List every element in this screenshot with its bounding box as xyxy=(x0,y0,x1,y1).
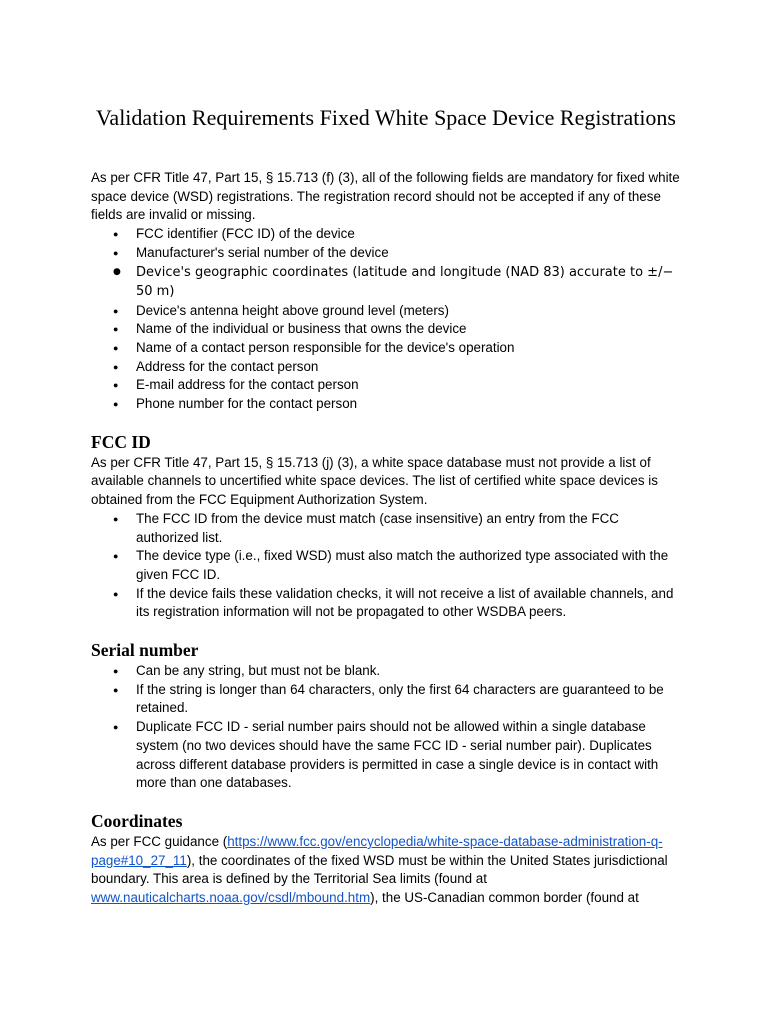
list-item: ● Phone number for the contact person xyxy=(91,395,681,414)
noaa-boundary-link[interactable]: www.nauticalcharts.noaa.gov/csdl/mbound.htm xyxy=(91,890,371,906)
coordinates-text-2: ), the coordinates of the fixed WSD must be within the United States jurisdictional boundary. This area is defined by the Territorial Sea limits (found at xyxy=(91,852,668,887)
coordinates-text-3: ), the US-Canadian common border (found at xyxy=(370,890,639,906)
coordinates-text-1: As per FCC guidance ( xyxy=(91,833,228,849)
fcc-id-list xyxy=(91,510,681,622)
required-fields-list xyxy=(91,225,681,414)
list-item: ● Can be any string, but must not be blank. xyxy=(91,662,681,681)
intro-paragraph: As per CFR Title 47, Part 15, § 15.713 (f) (3), all of the following fields are mandatory for fixed white space device (WSD) registrations. The registration record should not be accepted if any of these fields are invalid or missing. xyxy=(91,170,680,223)
coordinates-paragraph xyxy=(91,833,681,908)
document-body xyxy=(91,104,681,908)
section-heading-fcc-id: FCC ID xyxy=(91,431,151,452)
list-item: ● The FCC ID from the device must match (case insensitive) an entry from the FCC authorized list. xyxy=(91,510,681,547)
list-item: ● Name of a contact person responsible for the device's operation xyxy=(91,339,681,358)
list-item: ● If the device fails these validation checks, it will not receive a list of available channels, and its registration information will not be propagated to other WSDBA peers. xyxy=(91,585,681,622)
document-title: Validation Requirements Fixed White Space Device Registrations xyxy=(95,105,676,130)
list-item: ● E-mail address for the contact person xyxy=(91,376,681,395)
list-item: ● Name of the individual or business that owns the device xyxy=(91,320,681,339)
list-item: ● The device type (i.e., fixed WSD) must also match the authorized type associated with the given FCC ID. xyxy=(91,547,681,584)
section-heading-coordinates: Coordinates xyxy=(91,810,183,831)
list-item: ● Device's geographic coordinates (latitude and longitude (NAD 83) accurate to ±/− 50 m) xyxy=(91,263,681,302)
list-item: ● If the string is longer than 64 characters, only the first 64 characters are guaranteed to be retained. xyxy=(91,681,681,718)
list-item: ● Manufacturer's serial number of the device xyxy=(91,244,681,263)
list-item: ● Address for the contact person xyxy=(91,358,681,377)
list-item: ● FCC identifier (FCC ID) of the device xyxy=(91,225,681,244)
list-item: ● Duplicate FCC ID - serial number pairs should not be allowed within a single database system (no two devices should have the same FCC ID - serial number pair). Duplicates across different database providers is permitted in case a single device is in contact with more than one databases. xyxy=(91,718,681,793)
fcc-id-paragraph: As per CFR Title 47, Part 15, § 15.713 (j) (3), a white space database must not provide a list of available channels to uncertified white space devices. The list of certified white space devices is obtained from the FCC Equipment Authorization System. xyxy=(91,454,658,508)
fcc-guidance-link[interactable]: https://www.fcc.gov/encyclopedia/white-space-database-administration-q-page#10_27_11 xyxy=(91,833,663,868)
list-item: ● Device's antenna height above ground level (meters) xyxy=(91,302,681,321)
serial-number-list xyxy=(91,662,681,793)
section-heading-serial-number: Serial number xyxy=(91,640,199,661)
